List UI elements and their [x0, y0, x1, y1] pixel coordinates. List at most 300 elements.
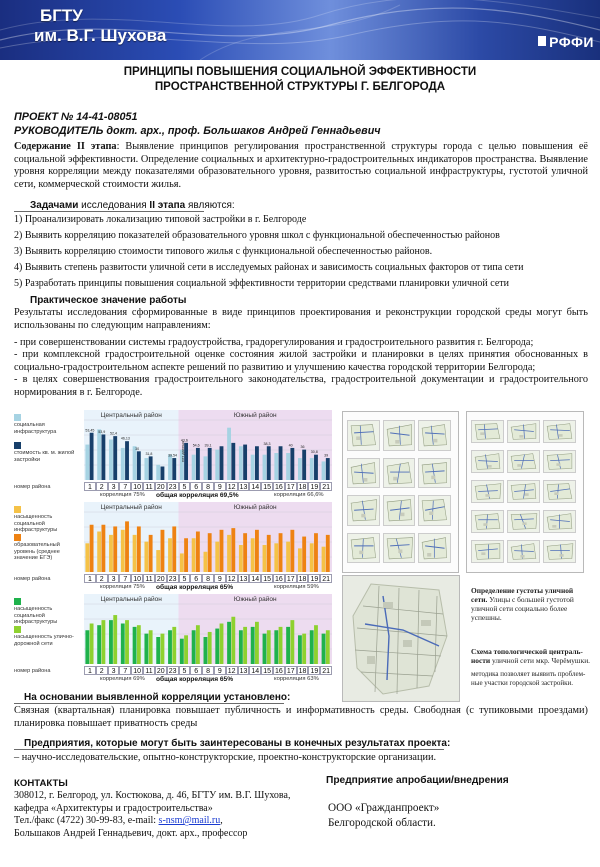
bar [279, 446, 283, 480]
district-number: 9 [214, 574, 226, 583]
bar [149, 630, 153, 664]
district-plan-thumbnail [471, 480, 504, 503]
bar [97, 532, 101, 573]
task-item: 4) Выявить степень развитости уличной сети в исследуемых районах и зависимость социальных факторов от типа сети [14, 262, 524, 273]
bar [255, 622, 259, 664]
district-number: 17 [285, 666, 297, 675]
plan-sketch-icon [348, 421, 379, 450]
plan-sketch-icon [419, 534, 450, 563]
district-number: 23 [167, 666, 179, 675]
bar [302, 634, 306, 664]
title-line-2: ПРОСТРАНСТВЕННОЙ СТРУКТУРЫ Г. БЕЛГОРОДА [154, 80, 446, 93]
bar [231, 617, 235, 664]
plan-sketch-icon [508, 481, 539, 502]
plan-sketch-icon [384, 459, 415, 488]
contacts-phone-end: , [220, 815, 223, 827]
district-number: 7 [119, 482, 131, 491]
practical-item: - при комплексной градостроительной оценке состояния жилой застройки и планировки в целях принятия обоснованных в социально-градостроительном аспекте решений по развитию и улучшению качества городской территории Белгорода; [14, 349, 588, 373]
district-number-row [84, 574, 332, 583]
district-plan-thumbnail [471, 540, 504, 563]
bar [101, 525, 105, 572]
content-text: : Выявление принципов регулирования пространственной структуры города с целью повышения её социальной эффективности. Определение социальных и архитектурно-градостроительных индикаторов пространства. Выявление уровня корреляции между показателями образовательного уровня, развитостью социальной инфраструктуры, густотой уличной сети, коммерческой стоимости жилья. [14, 141, 588, 190]
district-plan-thumbnail [507, 450, 540, 473]
legend-label: социальная инфраструктура [14, 422, 57, 435]
tasks-head-end: являются: [185, 200, 235, 211]
zone-correlation: корреляция 59% [274, 584, 319, 590]
content-lead: Содержание II этапа [14, 141, 117, 152]
district-number: 6 [190, 574, 202, 583]
data-label: 36 [300, 445, 305, 450]
project-leader: РУКОВОДИТЕЛЬ докт. арх., проф. Большаков Андрей Геннадьевич [14, 125, 381, 137]
data-label: 38,3 [263, 441, 271, 446]
contacts-address: 308012, г. Белгород, ул. Костюкова, д. 46, БГТУ им. В.Г. Шухова, [14, 790, 291, 802]
approbation-org-line-1: ООО «Гражданпроект» [328, 802, 440, 814]
bar [85, 445, 89, 480]
practical-intro: Результаты исследования сформированные в виде принципов проектирования и реконструкции городской среды могут быть использованы по следующим направлениям: [14, 307, 588, 331]
plan-sketch-icon [384, 421, 415, 450]
district-number: 3 [108, 574, 120, 583]
data-label: 53,45 [85, 428, 95, 433]
plan-sketch-icon [544, 511, 575, 532]
bar [204, 552, 208, 572]
bar [144, 634, 148, 664]
bar [109, 620, 113, 664]
bar [267, 446, 271, 480]
contacts-person: Большаков Андрей Геннадьевич, докт. арх., профессор [14, 827, 248, 839]
plan-sketch-icon [419, 496, 450, 525]
legend-swatch [14, 626, 21, 633]
street-network-map [342, 575, 460, 702]
district-plan-thumbnail [543, 420, 576, 443]
bar [192, 455, 196, 480]
bar [298, 458, 302, 480]
bar [144, 458, 148, 480]
legend-swatch [14, 414, 21, 421]
plan-sketch-icon [472, 541, 503, 562]
plan-sketch-icon [348, 534, 379, 563]
zone-label: Южный район [233, 504, 277, 511]
district-plan-thumbnail [471, 420, 504, 443]
zone-correlation: корреляция 69% [100, 676, 145, 682]
bar [310, 458, 314, 480]
data-label: 39 [324, 453, 329, 458]
district-number: 8 [202, 482, 214, 491]
zone-label: Южный район [233, 596, 277, 603]
contacts-department: кафедра «Архитектуры и градостроительства» [14, 802, 213, 814]
approbation-org-line-2: Белгородской области. [328, 817, 436, 829]
practical-heading: Практическое значение работы [30, 295, 187, 306]
district-plan-thumbnail [418, 495, 451, 526]
district-plan-thumbnail [418, 533, 451, 564]
email-link[interactable]: s-nsm@mail.ru [158, 815, 221, 827]
task-item: 1) Проанализировать локализацию типовой застройки в г. Белгороде [14, 214, 307, 225]
bar [161, 530, 165, 572]
zone-correlation: корреляция 75% [100, 492, 145, 498]
task-item: 3) Выявить корреляцию стоимости типового жилья с функциональной обеспеченностью районов. [14, 246, 433, 257]
district-plan-thumbnail [347, 495, 380, 526]
district-plan-thumbnail [507, 420, 540, 443]
bar [208, 533, 212, 572]
task-item: 2) Выявить корреляцию показателей образовательного уровня школ с функциональной обеспеченностью районов [14, 230, 500, 241]
district-number: 14 [249, 574, 261, 583]
legend-swatch [14, 534, 21, 541]
bar [274, 630, 278, 664]
district-number: 9 [214, 482, 226, 491]
bar [90, 433, 94, 480]
legend-label: насыщенность улично-дорожной сети [14, 634, 74, 647]
bar [290, 448, 294, 480]
bar [251, 455, 255, 480]
approbation-org [328, 801, 439, 831]
bar [184, 635, 188, 664]
bar [279, 533, 283, 572]
bar [267, 535, 271, 572]
district-number: 9 [214, 666, 226, 675]
bar [290, 620, 294, 664]
district-plan-thumbnail [507, 540, 540, 563]
district-number: 3 [108, 482, 120, 491]
university-line-2: им. В.Г. Шухова [34, 26, 167, 45]
density-caption-bold: Определение густоты уличной сети. [471, 586, 574, 604]
bar [125, 521, 129, 572]
data-label: 30 [135, 446, 140, 451]
bar [172, 458, 176, 480]
district-number: 10 [131, 482, 143, 491]
total-correlation: общая корреляция 65% [156, 584, 234, 591]
bar [322, 547, 326, 572]
bar [239, 446, 243, 480]
bar [267, 630, 271, 664]
legend-entry [14, 598, 80, 626]
plan-sketch-icon [348, 459, 379, 488]
bar [310, 543, 314, 572]
bar [274, 453, 278, 480]
data-label: 46,13 [120, 436, 130, 441]
bar [125, 620, 129, 664]
topology-caption [471, 647, 591, 665]
bar [208, 632, 212, 664]
bar [113, 526, 117, 572]
bar [231, 443, 235, 480]
practical-item: - в целях совершенствования градостроительного законодательства, градостроительной документации и градостроительного нормирования в г. Белгороде. [14, 374, 588, 398]
findings-heading: На основании выявленной корреляции установлено: [24, 692, 291, 703]
bar [243, 627, 247, 664]
district-number: 10 [131, 666, 143, 675]
bar [227, 622, 231, 664]
plan-sketch-icon [419, 421, 450, 450]
row-label: номер района [14, 576, 51, 582]
bar [101, 434, 105, 480]
bar [263, 634, 267, 664]
bar [144, 542, 148, 572]
bar [215, 450, 219, 480]
bar [168, 630, 172, 664]
district-number: 15 [261, 482, 273, 491]
content-paragraph [14, 141, 588, 191]
district-number: 12 [226, 482, 238, 491]
district-number: 11 [143, 666, 155, 675]
district-number: 3 [108, 666, 120, 675]
bar [204, 456, 208, 480]
plan-sketch-icon [472, 421, 503, 442]
district-number: 5 [179, 482, 191, 491]
divider [14, 211, 204, 212]
bar [215, 629, 219, 664]
district-number: 18 [297, 666, 309, 675]
sponsor-name: РФФИ [549, 34, 594, 50]
street-map-icon [343, 576, 459, 701]
bar [137, 451, 141, 480]
bar [101, 620, 105, 664]
legend-entry [14, 626, 80, 647]
plan-sketch-icon [544, 541, 575, 562]
bar [161, 634, 165, 664]
zone-correlation: корреляция 66,6% [274, 492, 324, 498]
bar [90, 525, 94, 572]
bar [149, 535, 153, 572]
bar [180, 553, 184, 572]
district-number: 18 [297, 482, 309, 491]
bar [196, 625, 200, 664]
data-label: 54,6 [192, 443, 200, 448]
bar [263, 455, 267, 480]
district-number: 16 [273, 482, 285, 491]
district-number: 6 [190, 482, 202, 491]
district-number: 21 [320, 666, 332, 675]
bar [192, 630, 196, 664]
district-number: 1 [84, 666, 96, 675]
plan-sketch-icon [348, 496, 379, 525]
legend-label: стоимость кв. м. жилой застройки [14, 450, 75, 463]
data-label: 31,8 [145, 451, 153, 456]
zone-label: Центральный район [100, 596, 162, 603]
divider [14, 703, 284, 704]
plan-sketch-icon [508, 451, 539, 472]
district-number: 19 [308, 574, 320, 583]
annotation-label: нет данных [179, 440, 185, 462]
task-item: 5) Разработать принципы повышения социальной эффективности территории средствами планировки уличной сети [14, 278, 509, 289]
bar [298, 635, 302, 664]
bar [286, 627, 290, 664]
legend-entry [14, 534, 80, 562]
district-number: 14 [249, 666, 261, 675]
bar [85, 543, 89, 572]
bar [133, 446, 140, 480]
district-number-row [84, 482, 332, 491]
bar [121, 624, 125, 665]
district-number: 14 [249, 482, 261, 491]
bar [125, 441, 129, 480]
bar [208, 448, 212, 480]
bar [251, 538, 255, 572]
bar [204, 637, 208, 664]
bar [85, 630, 89, 664]
district-number: 11 [143, 482, 155, 491]
bar [310, 630, 314, 664]
district-number: 15 [261, 574, 273, 583]
bar [113, 615, 117, 664]
zone-label: Центральный район [100, 412, 162, 419]
university-line-1: БГТУ [40, 6, 83, 25]
bar [192, 538, 196, 572]
tasks-head-stage: II этапа [149, 200, 186, 211]
tasks-head-bold: Задачами [30, 200, 79, 211]
header-banner [0, 0, 600, 60]
plan-sketch-icon [508, 511, 539, 532]
plan-sketch-icon [544, 451, 575, 472]
district-number: 13 [238, 574, 250, 583]
plan-sketch-icon [472, 481, 503, 502]
bar [286, 542, 290, 572]
bar [196, 448, 200, 480]
bar [274, 543, 278, 572]
district-number: 5 [179, 574, 191, 583]
district-number: 16 [273, 666, 285, 675]
bar [243, 533, 247, 572]
bar [137, 625, 141, 664]
rffi-logo-icon [538, 36, 546, 46]
district-plan-thumbnail [471, 510, 504, 533]
data-label: 53,9 [98, 429, 106, 434]
district-number: 8 [202, 574, 214, 583]
plan-sketch-icon [472, 451, 503, 472]
data-label: 30,8 [310, 450, 318, 455]
district-plan-thumbnail [347, 458, 380, 489]
bar [172, 526, 176, 572]
contacts-phone [14, 815, 294, 827]
district-plan-thumbnail [347, 533, 380, 564]
findings-text: Связная (квартальная) планировка повышает публичность и информативность среды. Свободная (с тупиковыми проездами) планировка повышает приватность среды [14, 705, 588, 729]
bar [215, 542, 219, 572]
data-label: 40 [288, 443, 293, 448]
bar [156, 637, 160, 664]
district-number-row [84, 666, 332, 675]
district-plan-thumbnail [383, 533, 416, 564]
district-plan-thumbnail [418, 420, 451, 451]
bar [137, 526, 141, 572]
district-number: 20 [155, 574, 167, 583]
district-plan-thumbnail [383, 420, 416, 451]
district-number: 12 [226, 666, 238, 675]
plan-sketch-icon [384, 496, 415, 525]
plan-sketch-icon [544, 421, 575, 442]
district-number: 2 [96, 666, 108, 675]
bar [133, 627, 137, 664]
bar [109, 440, 113, 481]
district-plan-thumbnail [543, 480, 576, 503]
row-label: номер района [14, 484, 51, 490]
contacts-block [14, 778, 294, 840]
district-number: 17 [285, 482, 297, 491]
bar [168, 538, 172, 572]
tasks-heading [30, 200, 235, 211]
data-label: 52,4 [110, 431, 118, 436]
district-number: 16 [273, 574, 285, 583]
bar [168, 455, 172, 480]
enterprises-heading: Предприятия, которые могут быть заинтересованы в конечных результатах проекта: [24, 738, 451, 749]
district-number: 1 [84, 574, 96, 583]
district-number: 10 [131, 574, 143, 583]
row-label: номер района [14, 668, 51, 674]
district-plan-thumbnail [418, 458, 451, 489]
district-plan-thumbnail [383, 495, 416, 526]
bar [314, 533, 318, 572]
bar [97, 625, 101, 664]
bar [231, 528, 235, 572]
district-number: 21 [320, 482, 332, 491]
district-number: 12 [226, 574, 238, 583]
data-label: 39,1 [204, 443, 212, 448]
district-number: 1 [84, 482, 96, 491]
district-plan-thumbnail [543, 450, 576, 473]
bar [149, 456, 153, 480]
district-number: 5 [179, 666, 191, 675]
practical-item: - при совершенствовании системы градоустройства, градорегулирования и градостроительного развития г. Белгорода; [14, 337, 534, 348]
district-plan-thumbnail [543, 540, 576, 563]
district-number: 20 [155, 482, 167, 491]
bar [326, 535, 330, 572]
approbation-heading: Предприятие апробации/внедрения [326, 775, 509, 786]
contacts-phone-text: Тел./факс (4722) 30-99-83, e-mail: [14, 815, 159, 827]
bar [220, 530, 224, 572]
bar [133, 535, 137, 572]
bar [90, 624, 94, 665]
plan-sketch-icon [472, 511, 503, 532]
plan-sketch-icon [419, 459, 450, 488]
zone-correlation: корреляция 63% [274, 676, 319, 682]
bar [220, 446, 224, 480]
district-number: 7 [119, 666, 131, 675]
divider [14, 749, 444, 750]
legend-swatch [14, 442, 21, 449]
legend-swatch [14, 506, 21, 513]
district-number: 19 [308, 666, 320, 675]
data-label: 39,54 [168, 453, 178, 458]
district-number: 23 [167, 574, 179, 583]
bar [227, 535, 231, 572]
bar [239, 630, 243, 664]
bar [172, 627, 176, 664]
zone-correlation: корреляция 75% [100, 584, 145, 590]
title-line-1: ПРИНЦИПЫ ПОВЫШЕНИЯ СОЦИАЛЬНОЙ ЭФФЕКТИВНОСТИ [123, 65, 477, 78]
legend-swatch [14, 598, 21, 605]
bar [156, 465, 160, 480]
data-label: 43,6 [180, 438, 188, 443]
district-number: 11 [143, 574, 155, 583]
bar [302, 537, 306, 572]
zone-label: Центральный район [100, 504, 162, 511]
bar [251, 627, 255, 664]
district-number: 19 [308, 482, 320, 491]
plan-sketch-icon [384, 534, 415, 563]
district-number: 21 [320, 574, 332, 583]
district-number: 8 [202, 666, 214, 675]
bar [239, 545, 243, 572]
bar [255, 446, 259, 480]
district-number: 6 [190, 666, 202, 675]
contacts-heading: КОНТАКТЫ [14, 778, 68, 789]
bar [279, 627, 283, 664]
bar [161, 467, 165, 481]
bar-chart [84, 594, 332, 664]
district-plan-thumbnail [507, 510, 540, 533]
bar [227, 428, 231, 480]
legend-entry [14, 442, 80, 463]
district-number: 15 [261, 666, 273, 675]
district-number: 23 [167, 482, 179, 491]
legend-label: насыщенность социальной инфраструктуры [14, 514, 58, 533]
topology-method: методика позволяет выявить проблем-ные участки городской застройки. [471, 670, 586, 687]
